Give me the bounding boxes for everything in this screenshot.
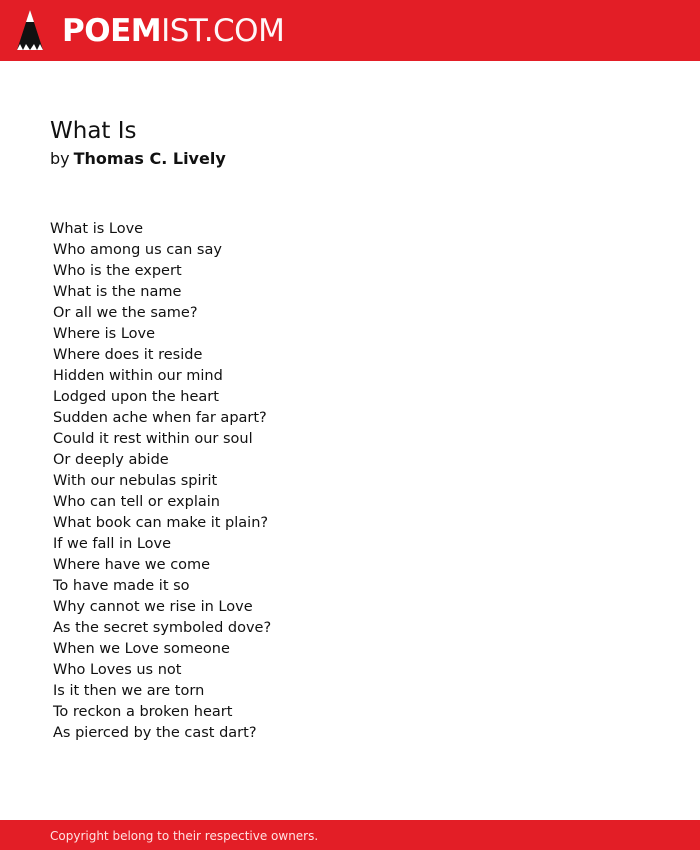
pencil-tip-icon[interactable] (17, 10, 43, 52)
poem-line: Who among us can say (53, 242, 222, 258)
poem-heading (50, 116, 660, 171)
copyright-text: Copyright belong to their respective owners. (50, 829, 319, 843)
poem-line: Where have we come (53, 557, 211, 573)
poem-line: What is Love (50, 221, 144, 237)
site-logo-text[interactable] (62, 12, 284, 50)
poem-line: Sudden ache when far apart? (53, 410, 267, 426)
poem-line: Why cannot we rise in Love (53, 599, 253, 615)
poem-line: Who can tell or explain (53, 494, 220, 510)
poem-line: Or all we the same? (53, 305, 198, 321)
poem-line: To have made it so (53, 578, 190, 594)
poem-line: What is the name (53, 284, 182, 300)
poem-line: Lodged upon the heart (53, 389, 219, 405)
poem-line: Where does it reside (53, 347, 203, 363)
brand-name-bold: POEM (62, 13, 162, 49)
poem-line: Or deeply abide (53, 452, 169, 468)
site-footer (0, 820, 700, 850)
by-label: by (50, 149, 70, 168)
poem-line: Is it then we are torn (53, 683, 205, 699)
poem-line: What book can make it plain? (53, 515, 269, 531)
poem-line: Hidden within our mind (53, 368, 223, 384)
poem-line: If we fall in Love (53, 536, 172, 552)
poem-line: As pierced by the cast dart? (53, 725, 257, 741)
poem-byline (50, 147, 660, 171)
poem-title: What Is (50, 118, 137, 144)
poem-line: To reckon a broken heart (53, 704, 233, 720)
site-header (0, 0, 700, 61)
poem-line: Who Loves us not (53, 662, 182, 678)
poem-line: Who is the expert (53, 263, 182, 279)
brand-name-light: IST.COM (161, 13, 285, 49)
poem-body (50, 219, 271, 744)
poem-line: As the secret symboled dove? (53, 620, 272, 636)
poem-line: With our nebulas spirit (53, 473, 218, 489)
poem-line: Could it rest within our soul (53, 431, 253, 447)
poem-line: When we Love someone (53, 641, 230, 657)
author-link[interactable]: Thomas C. Lively (73, 149, 226, 168)
poem-line: Where is Love (53, 326, 156, 342)
